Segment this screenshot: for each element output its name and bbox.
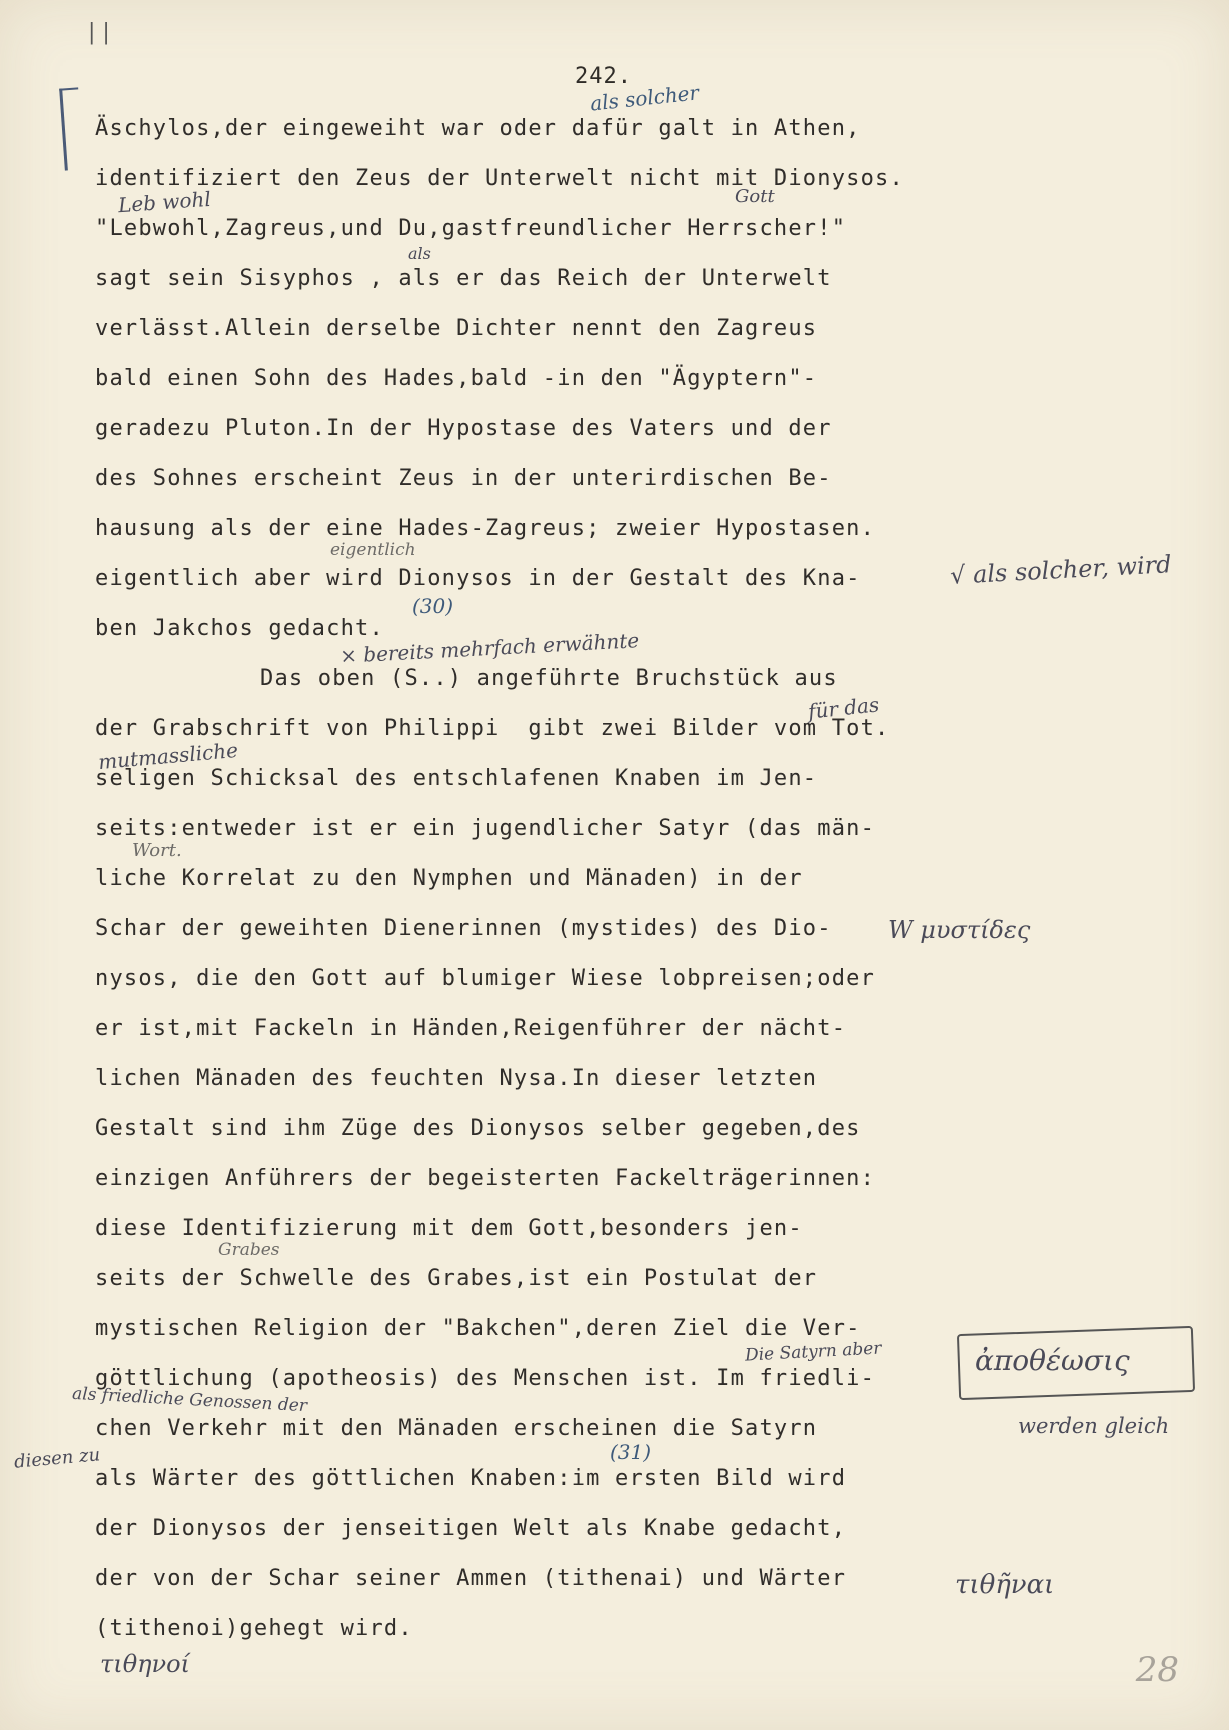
text-line-29: der Dionysos der jenseitigen Welt als Knabe gedacht, xyxy=(95,1516,847,1541)
text-line-8: des Sohnes erscheint Zeus in der unterirdischen Be- xyxy=(95,466,832,491)
text-line-24: seits der Schwelle des Grabes,ist ein Postulat der xyxy=(95,1266,818,1291)
text-line-21: Gestalt sind ihm Züge des Dionysos selber gegeben,des xyxy=(95,1116,861,1141)
text-line-20: lichen Mänaden des feuchten Nysa.In dieser letzten xyxy=(95,1066,818,1091)
annotation-num-30: (30) xyxy=(412,594,454,618)
text-line-23: diese Identifizierung mit dem Gott,besonders jen- xyxy=(95,1216,803,1241)
text-line-11: ben Jakchos gedacht. xyxy=(95,616,384,641)
margin-note-werden-gleich: werden gleich xyxy=(1018,1414,1170,1438)
text-line-3: "Lebwohl,Zagreus,und Du,gastfreundlicher Herrscher!" xyxy=(95,216,847,241)
text-line-5: verlässt.Allein derselbe Dichter nennt den Zagreus xyxy=(95,316,818,341)
annotation-die-satyrn-aber: Die Satyrn aber xyxy=(744,1338,882,1366)
text-line-30: der von der Schar seiner Ammen (tithenai) und Wärter xyxy=(95,1566,847,1591)
text-line-26: göttlichung (apotheosis) des Menschen ist. Im friedli- xyxy=(95,1366,876,1391)
text-line-7: geradezu Pluton.In der Hypostase des Vaters und der xyxy=(95,416,832,441)
annotation-eigentlich-pencil: eigentlich xyxy=(330,540,416,560)
margin-note-als-solcher: √ als solcher, wird xyxy=(949,550,1173,590)
text-line-13: der Grabschrift von Philippi gibt zwei Bilder vom Tot. xyxy=(95,716,890,741)
text-line-15: seits:entweder ist er ein jugendlicher Satyr (das män- xyxy=(95,816,876,841)
text-line-1: Äschylos,der eingeweiht war oder dafür galt in Athen, xyxy=(95,116,861,141)
annotation-diesen-zu: diesen zu xyxy=(13,1444,101,1473)
text-line-16: liche Korrelat zu den Nymphen und Mänaden) in der xyxy=(95,866,803,891)
margin-note-mystides: W μυστίδες xyxy=(888,916,1031,944)
text-line-14: seligen Schicksal des entschlafenen Knaben im Jen- xyxy=(95,766,818,791)
annotation-als-friedliche: als friedliche Genossen der xyxy=(71,1383,308,1417)
folio-number: 28 xyxy=(1135,1650,1179,1690)
text-line-18: nysos, die den Gott auf blumiger Wiese lobpreisen;oder xyxy=(95,966,876,991)
annotation-grabes: Grabes xyxy=(218,1240,280,1260)
text-line-27: chen Verkehr mit den Mänaden erscheinen die Satyrn xyxy=(95,1416,818,1441)
opening-bracket-mark xyxy=(59,87,84,170)
annotation-fuer-das: für das xyxy=(806,692,881,724)
page-number: 242. xyxy=(575,64,632,89)
text-line-25: mystischen Religion der "Bakchen",deren Ziel die Ver- xyxy=(95,1316,861,1341)
annotation-gott: Gott xyxy=(735,186,775,207)
text-line-17: Schar der geweihten Dienerinnen (mystides) des Dio- xyxy=(95,916,832,941)
text-line-28: als Wärter des göttlichen Knaben:im ersten Bild wird xyxy=(95,1466,847,1491)
annotation-als: als xyxy=(408,244,431,263)
text-line-9: hausung als der eine Hades-Zagreus; zweier Hypostasen. xyxy=(95,516,876,541)
annotation-num-31: (31) xyxy=(610,1440,652,1464)
margin-note-apotheosis: ἀποθέωσις xyxy=(975,1344,1130,1377)
text-line-4: sagt sein Sisyphos , als er das Reich der Unterwelt xyxy=(95,266,832,291)
margin-note-tithenoi: τιθηνοί xyxy=(100,1650,190,1678)
text-line-31: (tithenoi)gehegt wird. xyxy=(95,1616,413,1641)
annotation-als-solcher: als solcher xyxy=(589,80,701,116)
corner-tick-marks: | | xyxy=(88,20,110,45)
annotation-mutmassliche: mutmassliche xyxy=(97,737,239,775)
text-line-6: bald einen Sohn des Hades,bald -in den "Ägyptern"- xyxy=(95,366,818,391)
annotation-bereits: × bereits mehrfach erwähnte xyxy=(339,628,640,668)
margin-note-tithenai: τιθῆναι xyxy=(955,1570,1055,1600)
text-line-22: einzigen Anführers der begeisterten Fackelträgerinnen: xyxy=(95,1166,876,1191)
text-line-19: er ist,mit Fackeln in Händen,Reigenführer der nächt- xyxy=(95,1016,847,1041)
text-line-12: Das oben (S..) angeführte Bruchstück aus xyxy=(260,666,838,691)
text-line-2: identifiziert den Zeus der Unterwelt nicht mit Dionysos. xyxy=(95,166,904,191)
text-line-10: eigentlich aber wird Dionysos in der Gestalt des Kna- xyxy=(95,566,861,591)
annotation-wort: Wort. xyxy=(132,840,182,861)
annotation-lebwohl: Leb wohl xyxy=(117,186,212,218)
